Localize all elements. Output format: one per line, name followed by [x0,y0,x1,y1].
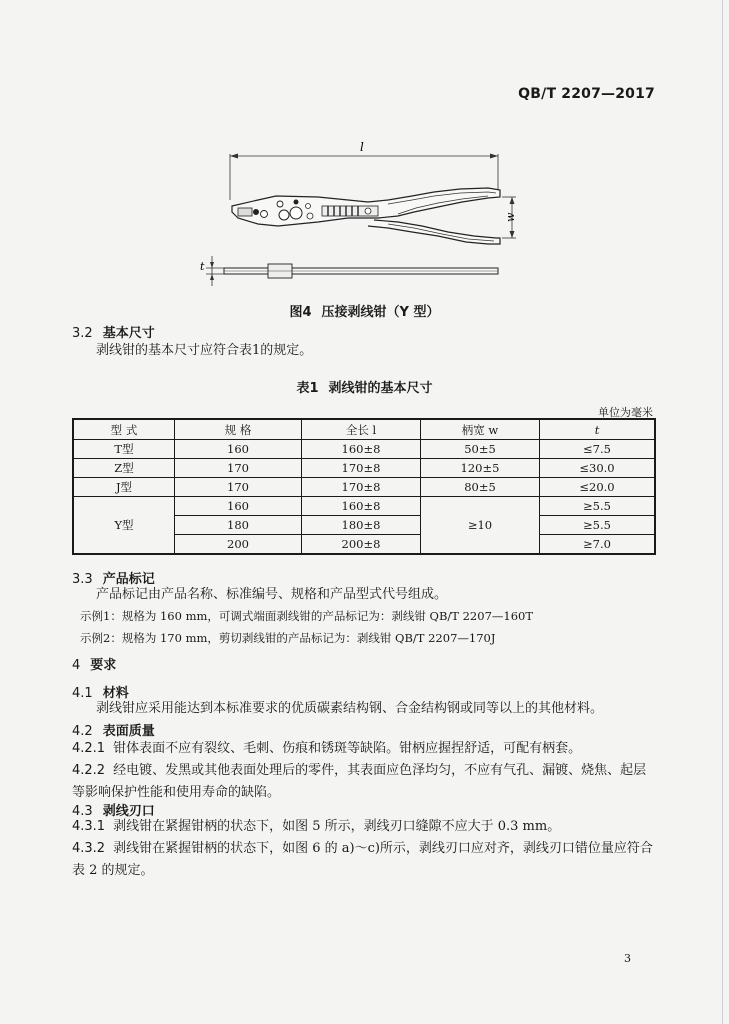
section-number: 4.2 [72,724,93,739]
jaw-hole-d [306,204,311,209]
section-number: 4.1 [72,686,93,701]
thickness-label: t [200,260,205,273]
cell-spec: 160 [175,497,302,516]
header-length: 全长 l [302,419,421,440]
spring-anchor [365,208,371,214]
cell-length: 180±8 [302,516,421,535]
table-row [73,459,655,478]
table-header-row [73,419,655,440]
product-mark-example-1: 示例1：规格为 160 mm，可调式端面剥线钳的产品标记为：剥线钳 QB/T 2207—160T [80,609,534,623]
cell-spec: 160 [175,440,302,459]
dimension-arrow-right [490,154,498,159]
basic-dimensions-table [72,418,656,555]
table-unit-note: 单位为毫米 [598,406,653,419]
header-width: 柄宽 w [421,419,540,440]
cell-width-y-group: ≥10 [421,497,540,555]
cell-thickness: ≥5.5 [540,516,656,535]
page-number: 3 [624,952,631,965]
cell-thickness: ≤20.0 [540,478,656,497]
table-caption-title: 剥线钳的基本尺寸 [328,381,433,396]
section-3-2-text: 剥线钳的基本尺寸应符合表1的规定。 [96,343,313,358]
header-type: 型 式 [73,419,175,440]
section-number: 4.3 [72,804,93,819]
clause-number: 4.2.2 [72,763,106,778]
clause-4-2-1 [72,738,662,760]
table-row [73,497,655,516]
cell-length: 170±8 [302,478,421,497]
section-number: 4 [72,658,81,673]
cell-length: 160±8 [302,497,421,516]
jaw-hole-a [261,211,268,218]
cell-thickness: ≤30.0 [540,459,656,478]
cell-thickness: ≤7.5 [540,440,656,459]
cell-type: J型 [73,478,175,497]
clause-4-2-2 [72,760,658,804]
section-title: 产品标记 [102,572,155,587]
clause-text: 剥线钳在紧握钳柄的状态下，如图 5 所示，剥线刃口缝隙不应大于 0.3 mm。 [113,819,561,834]
thickness-arrow-top [210,262,214,268]
section-3-2-heading [72,322,155,341]
cell-spec: 200 [175,535,302,555]
figure-caption-number: 图4 [289,305,312,320]
table-1-caption [0,377,729,396]
jaw-hole-c [294,200,299,205]
width-arrow-top [510,197,515,204]
section-title: 基本尺寸 [102,326,155,341]
cell-spec: 170 [175,478,302,497]
crimping-jaw-tip [238,208,252,216]
section-4-heading [72,654,116,673]
standard-code-header: QB/T 2207—2017 [518,86,655,102]
cell-type-y-group: Y型 [73,497,175,555]
cell-width: 120±5 [421,459,540,478]
section-title: 剥线刃口 [102,804,155,819]
table-row [73,478,655,497]
cell-spec: 170 [175,459,302,478]
section-title: 要求 [90,658,117,673]
section-number: 3.3 [72,572,93,587]
wire-stripper-illustration [198,140,538,290]
width-label: w [504,212,517,222]
clause-number: 4.3.2 [72,841,106,856]
table-row [73,440,655,459]
section-3-3-text: 产品标记由产品名称、标准编号、规格和产品型式代号组成。 [96,587,448,602]
header-thickness: t [540,419,656,440]
section-number: 3.2 [72,326,93,341]
cell-length: 200±8 [302,535,421,555]
cell-width: 50±5 [421,440,540,459]
dimension-arrow-left [230,154,238,159]
clause-text: 钳体表面不应有裂纹、毛刺、伤痕和锈斑等缺陷。钳柄应握捏舒适，可配有柄套。 [113,741,582,756]
clause-4-3-1 [72,816,662,838]
cell-type: T型 [73,440,175,459]
cell-length: 160±8 [302,440,421,459]
scan-edge-line [722,0,723,1024]
pivot-hole-large [290,207,302,219]
jaw-hole-b [277,201,283,207]
cell-spec: 180 [175,516,302,535]
table-caption-number: 表1 [296,381,319,396]
cell-type: Z型 [73,459,175,478]
figure-caption-title: 压接剥线钳（Y 型） [321,305,440,320]
jaw-hole-e [307,213,313,219]
cell-length: 170±8 [302,459,421,478]
clause-text: 剥线钳在紧握钳柄的状态下，如图 6 的 a)～c)所示，剥线刃口应对齐，剥线刃口错位量应符合表 2 的规定。 [72,841,653,878]
header-spec: 规 格 [175,419,302,440]
clause-number: 4.2.1 [72,741,106,756]
section-4-2-heading [72,720,155,739]
jaw-hole-small [253,209,259,215]
thickness-arrow-bottom [210,274,214,280]
clause-number: 4.3.1 [72,819,106,834]
clause-4-3-2 [72,838,658,882]
figure-4-caption [0,301,729,320]
length-label: l [360,140,364,154]
cell-thickness: ≥7.0 [540,535,656,555]
section-title: 材料 [102,686,129,701]
pivot-ring [279,210,289,220]
cell-thickness: ≥5.5 [540,497,656,516]
section-title: 表面质量 [102,724,155,739]
figure-4-drawing [198,140,538,290]
clause-text: 经电镀、发黑或其他表面处理后的零件，其表面应色泽均匀，不应有气孔、漏镀、烧焦、起层等影响保护性能和使用寿命的缺陷。 [72,763,647,800]
section-4-1-text: 剥线钳应采用能达到本标准要求的优质碳素结构钢、合金结构钢或同等以上的其他材料。 [96,701,604,716]
cell-width: 80±5 [421,478,540,497]
product-mark-example-2: 示例2：规格为 170 mm，剪切剥线钳的产品标记为：剥线钳 QB/T 2207—170J [80,631,496,645]
width-arrow-bottom [510,231,515,238]
